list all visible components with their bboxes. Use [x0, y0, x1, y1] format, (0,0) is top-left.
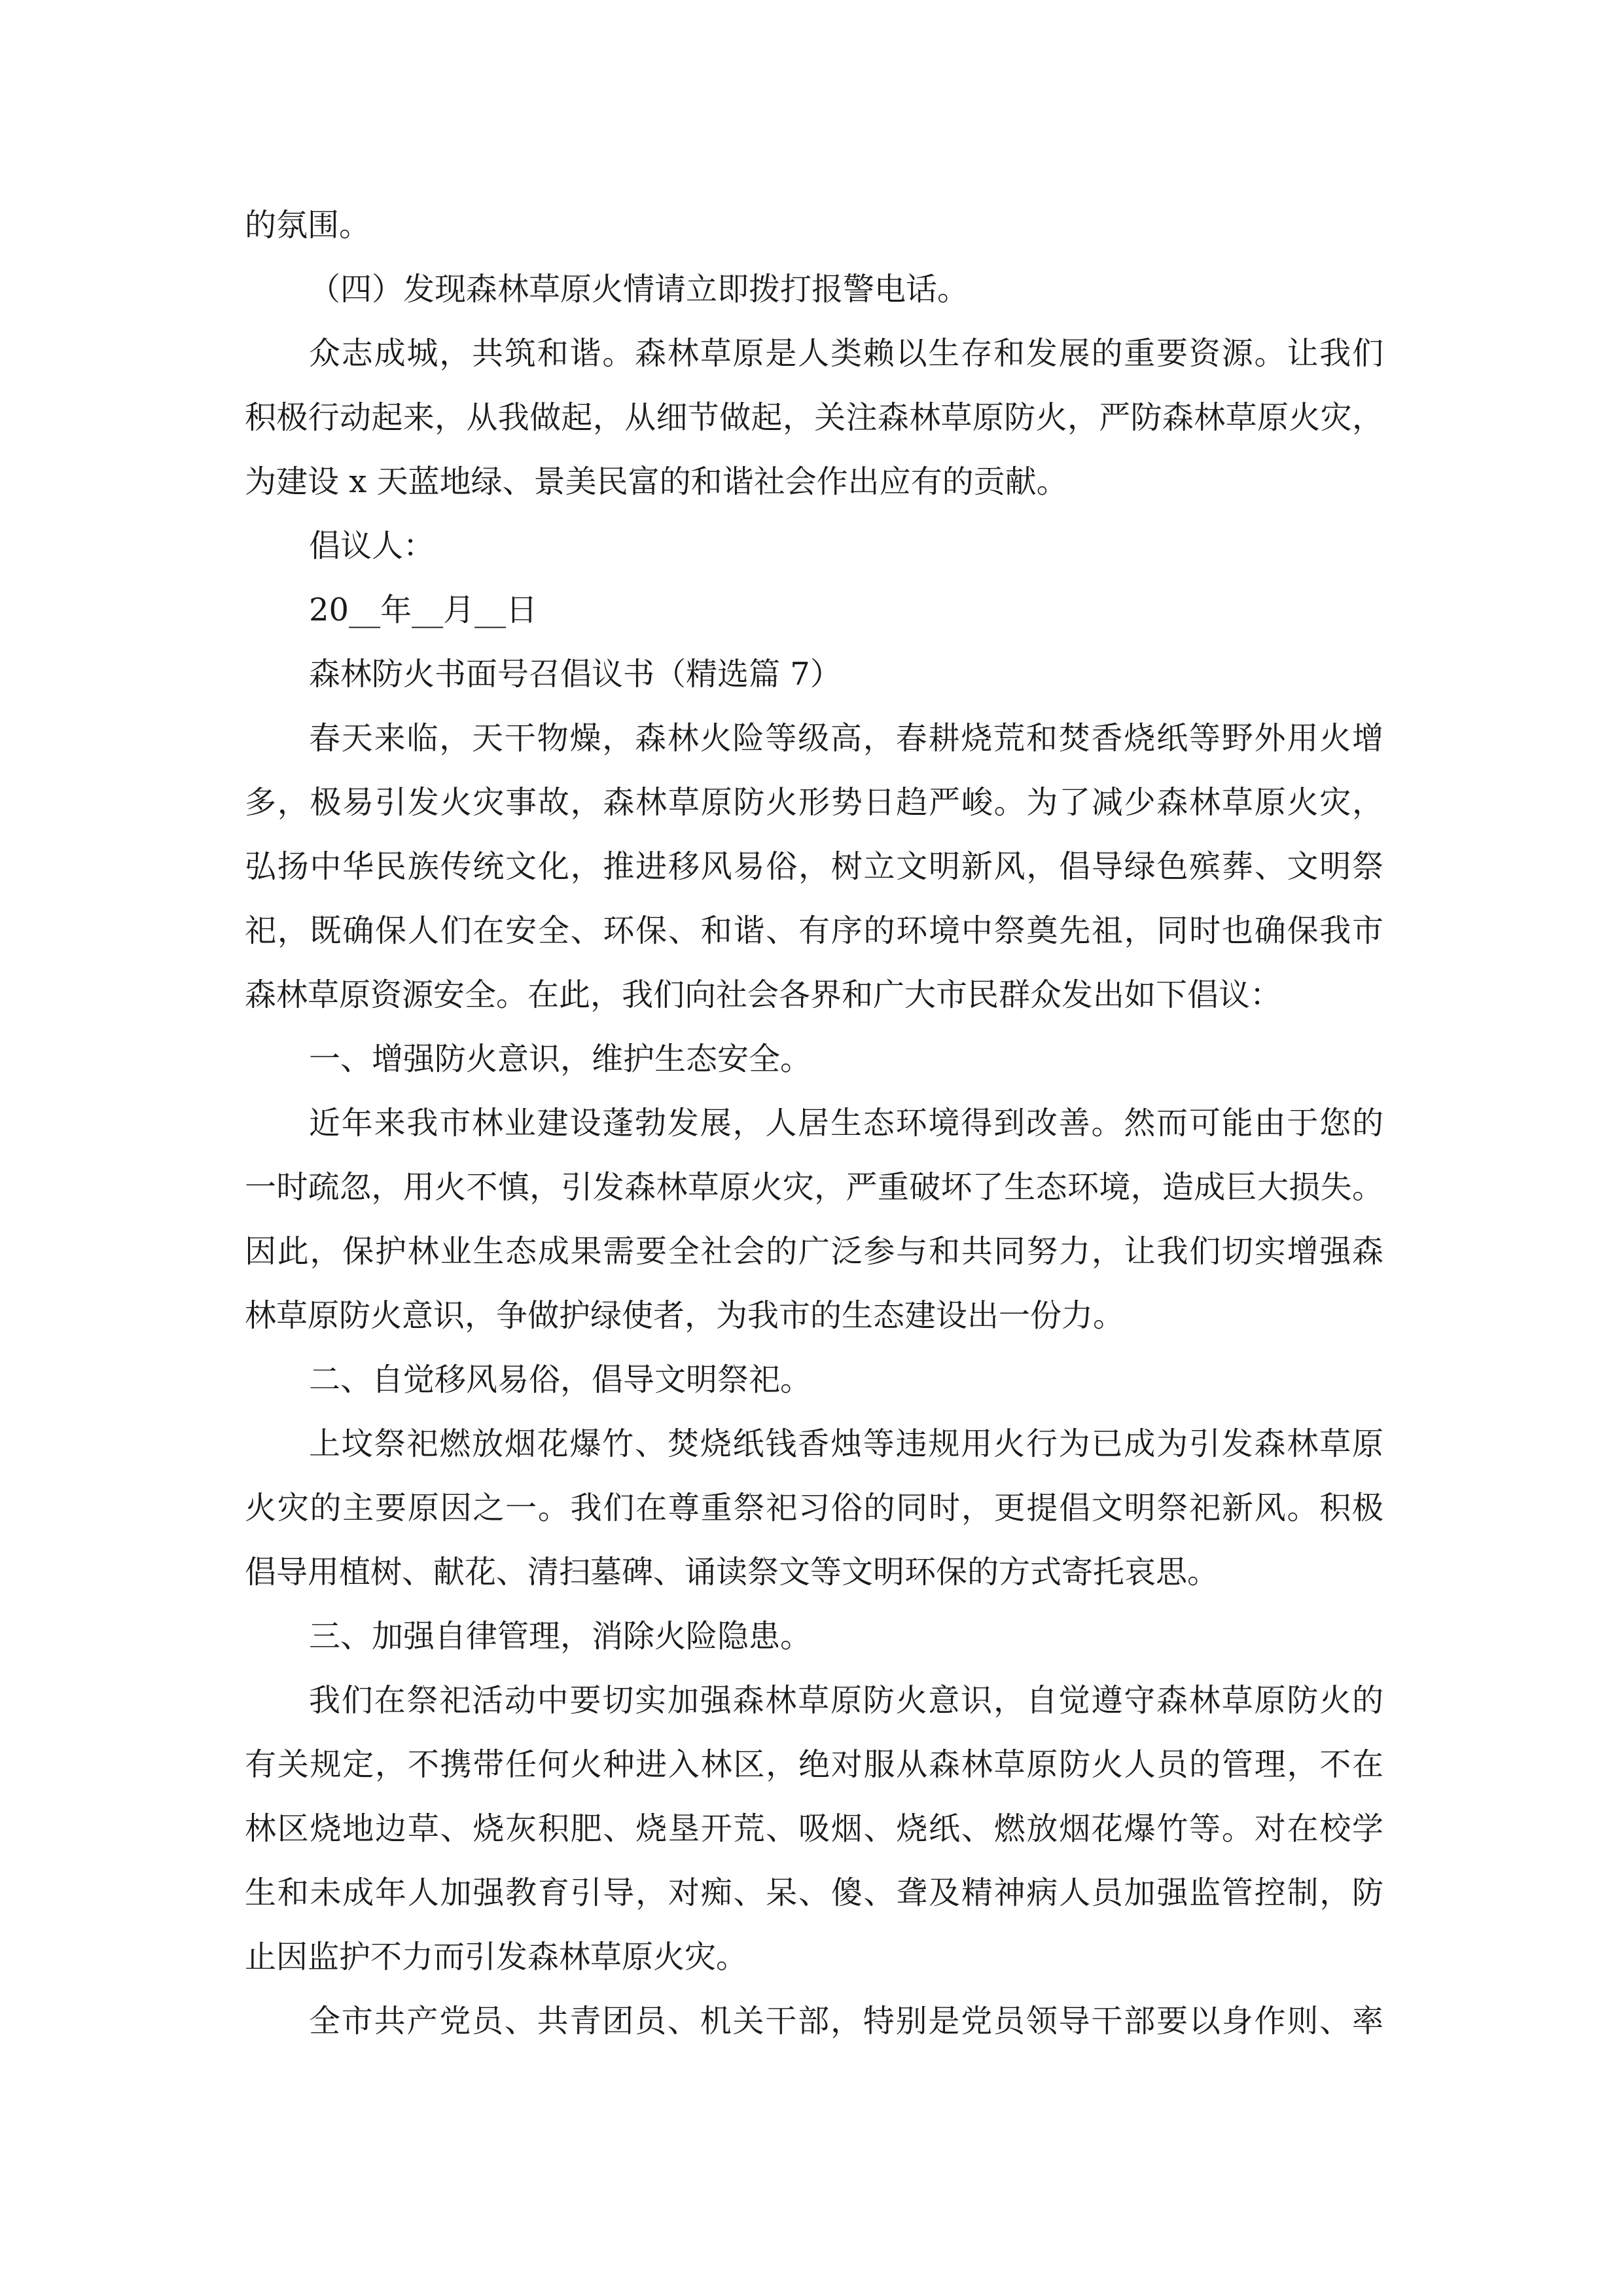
document-body: [245, 193, 1383, 2053]
paragraph-line: 全市共产党员、共青团员、机关干部，特别是党员领导干部要以身作则、率: [309, 2003, 1383, 2039]
paragraph-line: 森林草原资源安全。在此，我们向社会各界和广大市民群众发出如下倡议：: [245, 977, 1282, 1013]
paragraph-line: 为建设 x 天蓝地绿、景美民富的和谐社会作出应有的贡献。: [245, 463, 1068, 500]
paragraph-line: 众志成城，共筑和谐。森林草原是人类赖以生存和发展的重要资源。让我们: [309, 335, 1383, 372]
paragraph-line: 的氛围。: [245, 207, 371, 243]
paragraph-line: 弘扬中华民族传统文化，推进移风易俗，树立文明新风，倡导绿色殡葬、文明祭: [245, 848, 1383, 885]
heading-item-3: 三、加强自律管理，消除火险隐患。: [309, 1618, 812, 1655]
paragraph-line: 一时疏忽，用火不慎，引发森林草原火灾，严重破坏了生态环境，造成巨大损失。: [245, 1169, 1383, 1206]
paragraph-line: 近年来我市林业建设蓬勃发展，人居生态环境得到改善。然而可能由于您的: [309, 1105, 1383, 1141]
heading-item-2: 二、自觉移风易俗，倡导文明祭祀。: [309, 1361, 812, 1398]
paragraph-line: 生和未成年人加强教育引导，对痴、呆、傻、聋及精神病人员加强监管控制，防: [245, 1874, 1383, 1911]
paragraph-line: 有关规定，不携带任何火种进入林区，绝对服从森林草原防火人员的管理，不在: [245, 1746, 1383, 1783]
paragraph-line: 上坟祭祀燃放烟花爆竹、焚烧纸钱香烛等违规用火行为已成为引发森林草原: [309, 1426, 1383, 1462]
section-title: 森林防火书面号召倡议书（精选篇 7）: [309, 656, 842, 692]
paragraph-line: 因此，保护林业生态成果需要全社会的广泛参与和共同努力，让我们切实增强森: [245, 1233, 1383, 1270]
date-line: 20__年__月__日: [309, 592, 538, 628]
paragraph-line: 林区烧地边草、烧灰积肥、烧垦开荒、吸烟、烧纸、燃放烟花爆竹等。对在校学: [245, 1810, 1383, 1847]
list-item-line: （四）发现森林草原火情请立即拨打报警电话。: [309, 271, 969, 308]
paragraph-line: 我们在祭祀活动中要切实加强森林草原防火意识，自觉遵守森林草原防火的: [309, 1682, 1383, 1719]
paragraph-line: 多，极易引发火灾事故，森林草原防火形势日趋严峻。为了减少森林草原火灾，: [245, 784, 1383, 821]
paragraph-line: 火灾的主要原因之一。我们在尊重祭祀习俗的同时，更提倡文明祭祀新风。积极: [245, 1490, 1383, 1526]
paragraph-line: 林草原防火意识，争做护绿使者，为我市的生态建设出一份力。: [245, 1297, 1125, 1334]
paragraph-line: 止因监护不力而引发森林草原火灾。: [245, 1939, 748, 1975]
paragraph-line: 祀，既确保人们在安全、环保、和谐、有序的环境中祭奠先祖，同时也确保我市: [245, 912, 1383, 949]
paragraph-line: 春天来临，天干物燥，森林火险等级高，春耕烧荒和焚香烧纸等野外用火增: [309, 720, 1383, 757]
paragraph-line: 积极行动起来，从我做起，从细节做起，关注森林草原防火，严防森林草原火灾，: [245, 399, 1383, 436]
paragraph-line: 倡导用植树、献花、清扫墓碑、诵读祭文等文明环保的方式寄托哀思。: [245, 1554, 1219, 1590]
signatory-label: 倡议人：: [309, 528, 435, 564]
heading-item-1: 一、增强防火意识，维护生态安全。: [309, 1041, 812, 1077]
